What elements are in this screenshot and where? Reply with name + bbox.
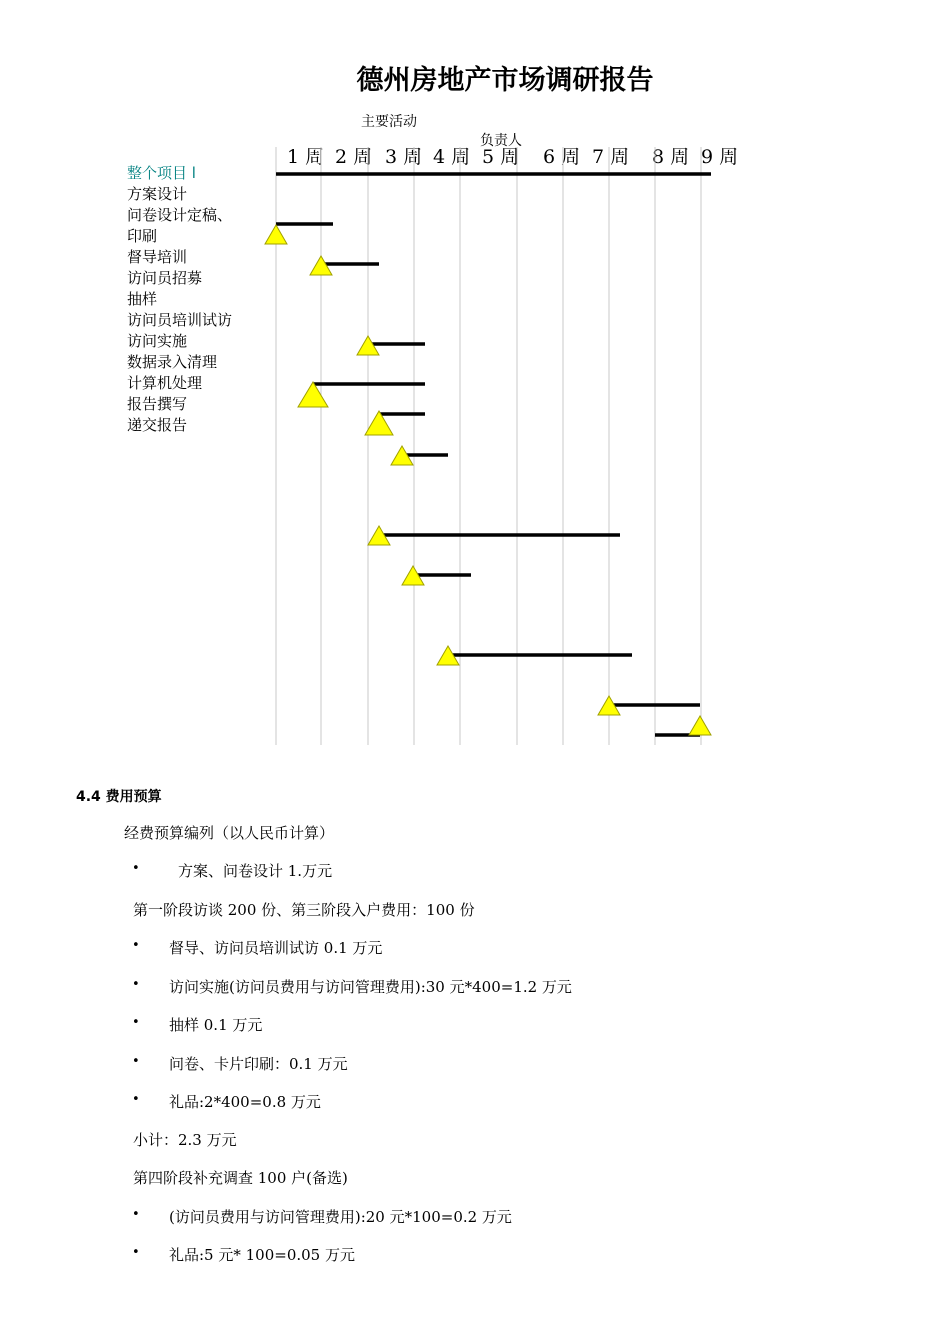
week-label-6: 6 周 — [543, 146, 581, 168]
task-label: 访问实施 — [127, 332, 188, 350]
bullet-icon: • — [132, 861, 140, 876]
budget-line: 第四阶段补充调查 100 户(备选) — [133, 1169, 348, 1187]
bullet-icon: • — [132, 1207, 140, 1222]
bullet-icon: • — [132, 938, 140, 953]
budget-item: 礼品:5 元* 100=0.05 万元 — [169, 1246, 355, 1264]
budget-item: 问卷、卡片印刷：0.1 万元 — [169, 1055, 348, 1073]
task-label: 方案设计 — [127, 185, 188, 203]
milestone-triangle — [265, 225, 287, 244]
task-label: 访问员招募 — [127, 269, 203, 287]
budget-item: 访问实施(访问员费用与访问管理费用):30 元*400=1.2 万元 — [169, 978, 572, 996]
week-label-1: 1 周 — [287, 146, 325, 168]
task-label: 数据录入清理 — [127, 353, 218, 371]
week-label-4: 4 周 — [433, 146, 471, 168]
task-label: 抽样 — [127, 290, 158, 308]
budget-heading: 4.4 费用预算 — [76, 789, 162, 805]
budget-item: 礼品:2*400=0.8 万元 — [169, 1093, 321, 1111]
gantt-header-activity: 主要活动 — [361, 114, 417, 130]
bullet-icon: • — [132, 1015, 140, 1030]
bullet-icon: • — [132, 1092, 140, 1107]
week-label-8: 8 周 — [652, 146, 690, 168]
bullet-icon: • — [132, 1054, 140, 1069]
week-label-7: 7 周 — [592, 146, 630, 168]
document-title: 德州房地产市场调研报告 — [356, 65, 654, 96]
task-label: 印刷 — [127, 227, 158, 245]
budget-item: (访问员费用与访问管理费用):20 元*100=0.2 万元 — [169, 1208, 512, 1226]
budget-item: 方案、问卷设计 1.万元 — [178, 862, 333, 880]
budget-item: 抽样 0.1 万元 — [169, 1016, 263, 1034]
week-label-9: 9 周 — [701, 146, 739, 168]
gantt-header-owner: 负责人 — [480, 133, 522, 149]
milestone-triangle — [689, 716, 711, 735]
task-label: 计算机处理 — [127, 374, 203, 392]
week-label-5: 5 周 — [482, 146, 520, 168]
budget-line: 小计：2.3 万元 — [133, 1131, 237, 1149]
task-label: 督导培训 — [127, 248, 188, 266]
budget-intro: 经费预算编列（以人民币计算） — [124, 824, 335, 842]
bullet-icon: • — [132, 1245, 140, 1260]
budget-line: 第一阶段访谈 200 份、第三阶段入户费用：100 份 — [133, 901, 475, 919]
budget-item: 督导、访问员培训试访 0.1 万元 — [169, 939, 383, 957]
task-label: 问卷设计定稿、 — [127, 206, 233, 224]
task-label: 报告撰写 — [127, 395, 188, 413]
task-label: 整个项目 l — [127, 164, 196, 182]
week-label-2: 2 周 — [335, 146, 373, 168]
week-label-3: 3 周 — [385, 146, 423, 168]
task-label: 递交报告 — [127, 416, 188, 434]
task-label: 访问员培训试访 — [127, 311, 233, 329]
bullet-icon: • — [132, 977, 140, 992]
